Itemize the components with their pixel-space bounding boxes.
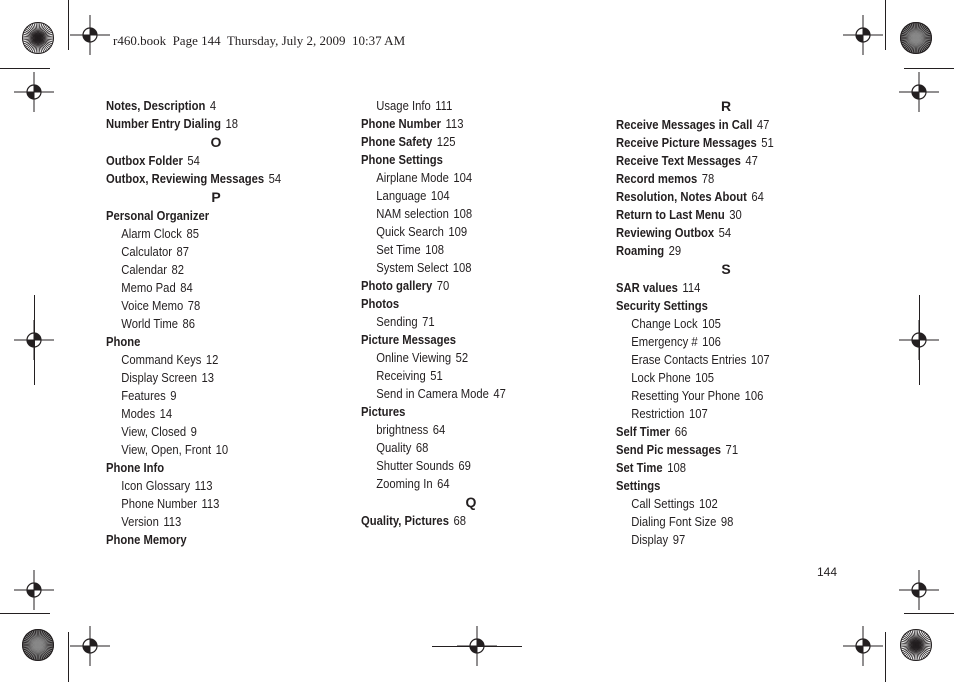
- trim-line: [0, 613, 50, 614]
- index-subentry: [616, 315, 832, 333]
- index-term: Number Entry Dialing: [106, 117, 222, 131]
- index-term: Personal Organizer: [106, 209, 210, 223]
- index-column-3: [616, 97, 856, 549]
- index-page-ref: 104: [453, 171, 473, 185]
- index-term: Zooming In: [376, 477, 433, 491]
- index-term: Display: [631, 533, 669, 547]
- index-subentry: [106, 441, 322, 459]
- index-term: Receive Picture Messages: [616, 136, 757, 150]
- index-term: Set Time: [616, 461, 663, 475]
- index-entry: [106, 531, 322, 549]
- index-term: Receive Text Messages: [616, 154, 741, 168]
- index-subentry: [616, 405, 832, 423]
- index-page-ref: 86: [182, 317, 196, 331]
- index-section-letter: P: [211, 189, 221, 205]
- trim-line: [0, 68, 50, 69]
- index-term: Resetting Your Phone: [631, 389, 741, 403]
- index-subentry: [106, 423, 322, 441]
- index-entry: [106, 152, 322, 170]
- index-subentry: [106, 243, 322, 261]
- index-subentry: [361, 421, 577, 439]
- index-page-ref: 108: [425, 243, 444, 257]
- index-term: Calendar: [121, 263, 167, 277]
- index-page-ref: 64: [432, 423, 446, 437]
- index-subentry: [106, 369, 322, 387]
- index-term: Phone: [106, 335, 141, 349]
- index-subentry: [106, 351, 322, 369]
- index-term: Usage Info: [376, 99, 431, 113]
- index-section-letter: O: [210, 134, 222, 150]
- index-subentry: [616, 333, 832, 351]
- index-page-ref: 64: [751, 190, 764, 204]
- trim-line: [68, 632, 69, 682]
- index-page-ref: 109: [448, 225, 468, 239]
- index-term: Photo gallery: [361, 279, 433, 293]
- index-term: Features: [121, 389, 166, 403]
- crosshair-mark: [899, 570, 939, 610]
- index-term: Display Screen: [121, 371, 197, 385]
- index-term: Alarm Clock: [121, 227, 182, 241]
- index-subentry: [361, 313, 577, 331]
- index-term: Roaming: [616, 244, 665, 258]
- index-entry: [616, 206, 832, 224]
- index-page-ref: 47: [493, 387, 506, 401]
- index-page-ref: 9: [190, 425, 197, 439]
- index-term: Pictures: [361, 405, 406, 419]
- index-column-1: [106, 97, 346, 549]
- index-page-ref: 54: [187, 154, 200, 168]
- index-term: Picture Messages: [361, 333, 457, 347]
- index-page-ref: 51: [430, 369, 443, 383]
- index-page-ref: 30: [729, 208, 742, 222]
- index-term: Quality, Pictures: [361, 514, 449, 528]
- index-page-ref: 84: [180, 281, 193, 295]
- index-page-ref: 78: [187, 299, 201, 313]
- index-term: Set Time: [376, 243, 421, 257]
- index-page-ref: 104: [430, 189, 450, 203]
- index-page-ref: 69: [458, 459, 471, 473]
- index-term: Notes, Description: [106, 99, 206, 113]
- index-term: Sending: [376, 315, 418, 329]
- index-page-ref: 108: [452, 261, 472, 275]
- index-page-ref: 106: [744, 389, 764, 403]
- index-subentry: [361, 439, 577, 457]
- index-entry: [616, 242, 832, 260]
- index-term: Phone Safety: [361, 135, 433, 149]
- index-page-ref: 108: [667, 461, 686, 475]
- index-page-ref: 47: [756, 118, 770, 132]
- index-term: Shutter Sounds: [376, 459, 454, 473]
- index-subentry: [616, 495, 832, 513]
- index-entry: [616, 134, 832, 152]
- index-term: Receiving: [376, 369, 426, 383]
- index-term: Quick Search: [376, 225, 444, 239]
- index-entry: [361, 133, 577, 151]
- trim-line: [34, 295, 35, 385]
- index-entry: [361, 295, 577, 313]
- index-term: NAM selection: [376, 207, 449, 221]
- index-subentry: [361, 187, 577, 205]
- index-page-ref: 113: [194, 479, 213, 493]
- index-term: Airplane Mode: [376, 171, 449, 185]
- index-page-ref: 82: [171, 263, 184, 277]
- index-term: Online Viewing: [376, 351, 452, 365]
- index-page-ref: 102: [698, 497, 718, 511]
- index-page-ref: 111: [435, 99, 453, 113]
- index-page-ref: 54: [718, 226, 732, 240]
- index-term: Quality: [376, 441, 412, 455]
- index-term: Calculator: [121, 245, 172, 259]
- index-page-ref: 113: [163, 515, 182, 529]
- index-entry: [616, 170, 832, 188]
- index-subentry: [361, 241, 577, 259]
- index-page-ref: 97: [672, 533, 686, 547]
- index-entry: [616, 441, 832, 459]
- index-entry: [616, 297, 832, 315]
- index-page-ref: 71: [725, 443, 739, 457]
- index-subentry: [106, 261, 322, 279]
- crosshair-mark: [70, 15, 110, 55]
- index-term: Command Keys: [121, 353, 202, 367]
- index-section-letter: Q: [465, 494, 477, 510]
- index-term: Phone Number: [361, 117, 442, 131]
- trim-line: [904, 68, 954, 69]
- index-page-ref: 52: [455, 351, 469, 365]
- index-section-letter: R: [720, 98, 732, 114]
- index-term: Self Timer: [616, 425, 671, 439]
- index-term: Receive Messages in Call: [616, 118, 753, 132]
- index-subentry: [361, 97, 577, 115]
- print-slug-header: r460.book Page 144 Thursday, July 2, 2009 10:37 AM: [113, 33, 406, 48]
- index-page-ref: 125: [436, 135, 456, 149]
- crosshair-mark: [899, 72, 939, 112]
- index-page-ref: 98: [720, 515, 734, 529]
- index-term: Restriction: [631, 407, 685, 421]
- index-term: Security Settings: [616, 299, 708, 313]
- index-term: Send Pic messages: [616, 443, 722, 457]
- index-subentry: [106, 387, 322, 405]
- index-subentry: [616, 531, 832, 549]
- index-subentry: [106, 477, 322, 495]
- index-page-ref: 78: [701, 172, 715, 186]
- index-subentry: [106, 405, 322, 423]
- index-page-ref: 70: [436, 279, 450, 293]
- starburst-mark: [900, 629, 932, 661]
- index-page-ref: 68: [453, 514, 466, 528]
- index-entry: [106, 459, 322, 477]
- index-subentry: [361, 457, 577, 475]
- index-subentry: [616, 351, 832, 369]
- trim-line: [432, 646, 522, 647]
- crosshair-mark: [843, 15, 883, 55]
- crosshair-mark: [70, 626, 110, 666]
- index-entry: [616, 279, 832, 297]
- index-term: Version: [121, 515, 159, 529]
- index-column-2: [361, 97, 601, 530]
- index-entry: [616, 152, 832, 170]
- index-entry: [361, 512, 577, 530]
- index-page-ref: 68: [415, 441, 429, 455]
- trim-line: [904, 613, 954, 614]
- index-term: Resolution, Notes About: [616, 190, 747, 204]
- index-page-ref: 106: [702, 335, 721, 349]
- index-term: Modes: [121, 407, 156, 421]
- index-entry: [361, 151, 577, 169]
- index-subentry: [361, 169, 577, 187]
- index-page-ref: 14: [159, 407, 173, 421]
- index-term: World Time: [121, 317, 178, 331]
- index-entry: [361, 115, 577, 133]
- index-subentry: [616, 513, 832, 531]
- index-term: SAR values: [616, 281, 678, 295]
- index-page-ref: 71: [422, 315, 435, 329]
- starburst-mark: [22, 22, 54, 54]
- index-page-ref: 4: [209, 99, 217, 113]
- index-term: View, Open, Front: [121, 443, 212, 457]
- index-term: Outbox Folder: [106, 154, 183, 168]
- index-subentry: [361, 349, 577, 367]
- index-page-ref: 87: [176, 245, 189, 259]
- index-entry: [361, 277, 577, 295]
- index-entry: [106, 207, 322, 225]
- index-page-ref: 51: [761, 136, 774, 150]
- index-page-ref: 105: [695, 371, 715, 385]
- index-entry: [361, 331, 577, 349]
- index-term: System Select: [376, 261, 449, 275]
- index-page-ref: 64: [437, 477, 450, 491]
- index-term: Language: [376, 189, 427, 203]
- starburst-mark: [22, 629, 54, 661]
- index-entry: [361, 403, 577, 421]
- index-entry: [616, 116, 832, 134]
- index-page-ref: 85: [186, 227, 199, 241]
- index-entry: [616, 224, 832, 242]
- index-term: Outbox, Reviewing Messages: [106, 172, 265, 186]
- index-page-ref: 18: [225, 117, 239, 131]
- index-term: Dialing Font Size: [631, 515, 717, 529]
- index-entry: [616, 423, 832, 441]
- index-page-ref: 108: [453, 207, 473, 221]
- index-subentry: [361, 385, 577, 403]
- index-term: Return to Last Menu: [616, 208, 725, 222]
- index-entry: [106, 97, 322, 115]
- index-subentry: [106, 279, 322, 297]
- index-subentry: [361, 475, 577, 493]
- trim-line: [68, 0, 69, 50]
- index-entry: [106, 333, 322, 351]
- trim-line: [885, 0, 886, 50]
- index-entry: [616, 477, 832, 495]
- index-page-ref: 47: [745, 154, 758, 168]
- index-term: Memo Pad: [121, 281, 176, 295]
- index-term: Icon Glossary: [121, 479, 191, 493]
- index-term: Erase Contacts Entries: [631, 353, 747, 367]
- index-term: Phone Number: [121, 497, 197, 511]
- index-page-ref: 54: [268, 172, 282, 186]
- index-term: Voice Memo: [121, 299, 184, 313]
- index-term: Lock Phone: [631, 371, 691, 385]
- index-term: Phone Memory: [106, 533, 187, 547]
- index-page-ref: 13: [201, 371, 214, 385]
- index-subentry: [106, 225, 322, 243]
- index-subentry: [106, 297, 322, 315]
- index-page-ref: 113: [445, 117, 464, 131]
- index-subentry: [361, 367, 577, 385]
- starburst-mark: [900, 22, 932, 54]
- index-subentry: [361, 259, 577, 277]
- index-term: Emergency #: [631, 335, 698, 349]
- index-page-ref: 105: [702, 317, 721, 331]
- index-page-ref: 9: [170, 389, 177, 403]
- crosshair-mark: [843, 626, 883, 666]
- index-page-ref: 114: [682, 281, 701, 295]
- page-number: 144: [817, 565, 838, 579]
- index-subentry: [106, 495, 322, 513]
- index-term: Send in Camera Mode: [376, 387, 489, 401]
- index-page-ref: 107: [688, 407, 708, 421]
- trim-line: [919, 295, 920, 385]
- index-term: Call Settings: [631, 497, 695, 511]
- index-term: Phone Settings: [361, 153, 443, 167]
- trim-line: [885, 632, 886, 682]
- index-entry: [106, 115, 322, 133]
- index-page-ref: 29: [668, 244, 682, 258]
- index-page-ref: 107: [750, 353, 770, 367]
- index-entry: [106, 170, 322, 188]
- index-page-ref: 10: [215, 443, 229, 457]
- index-term: Record memos: [616, 172, 698, 186]
- index-subentry: [616, 369, 832, 387]
- index-term: Phone Info: [106, 461, 165, 475]
- index-page-ref: 66: [674, 425, 688, 439]
- index-term: brightness: [376, 423, 429, 437]
- index-page-ref: 113: [201, 497, 220, 511]
- crosshair-mark: [14, 570, 54, 610]
- index-term: View, Closed: [121, 425, 187, 439]
- index-page-ref: 12: [205, 353, 219, 367]
- index-subentry: [616, 387, 832, 405]
- index-section-letter: S: [721, 261, 731, 277]
- index-subentry: [106, 513, 322, 531]
- index-term: Change Lock: [631, 317, 698, 331]
- index-entry: [616, 459, 832, 477]
- index-subentry: [106, 315, 322, 333]
- index-entry: [616, 188, 832, 206]
- index-subentry: [361, 223, 577, 241]
- crosshair-mark: [14, 72, 54, 112]
- index-subentry: [361, 205, 577, 223]
- index-term: Photos: [361, 297, 400, 311]
- index-term: Reviewing Outbox: [616, 226, 715, 240]
- index-term: Settings: [616, 479, 661, 493]
